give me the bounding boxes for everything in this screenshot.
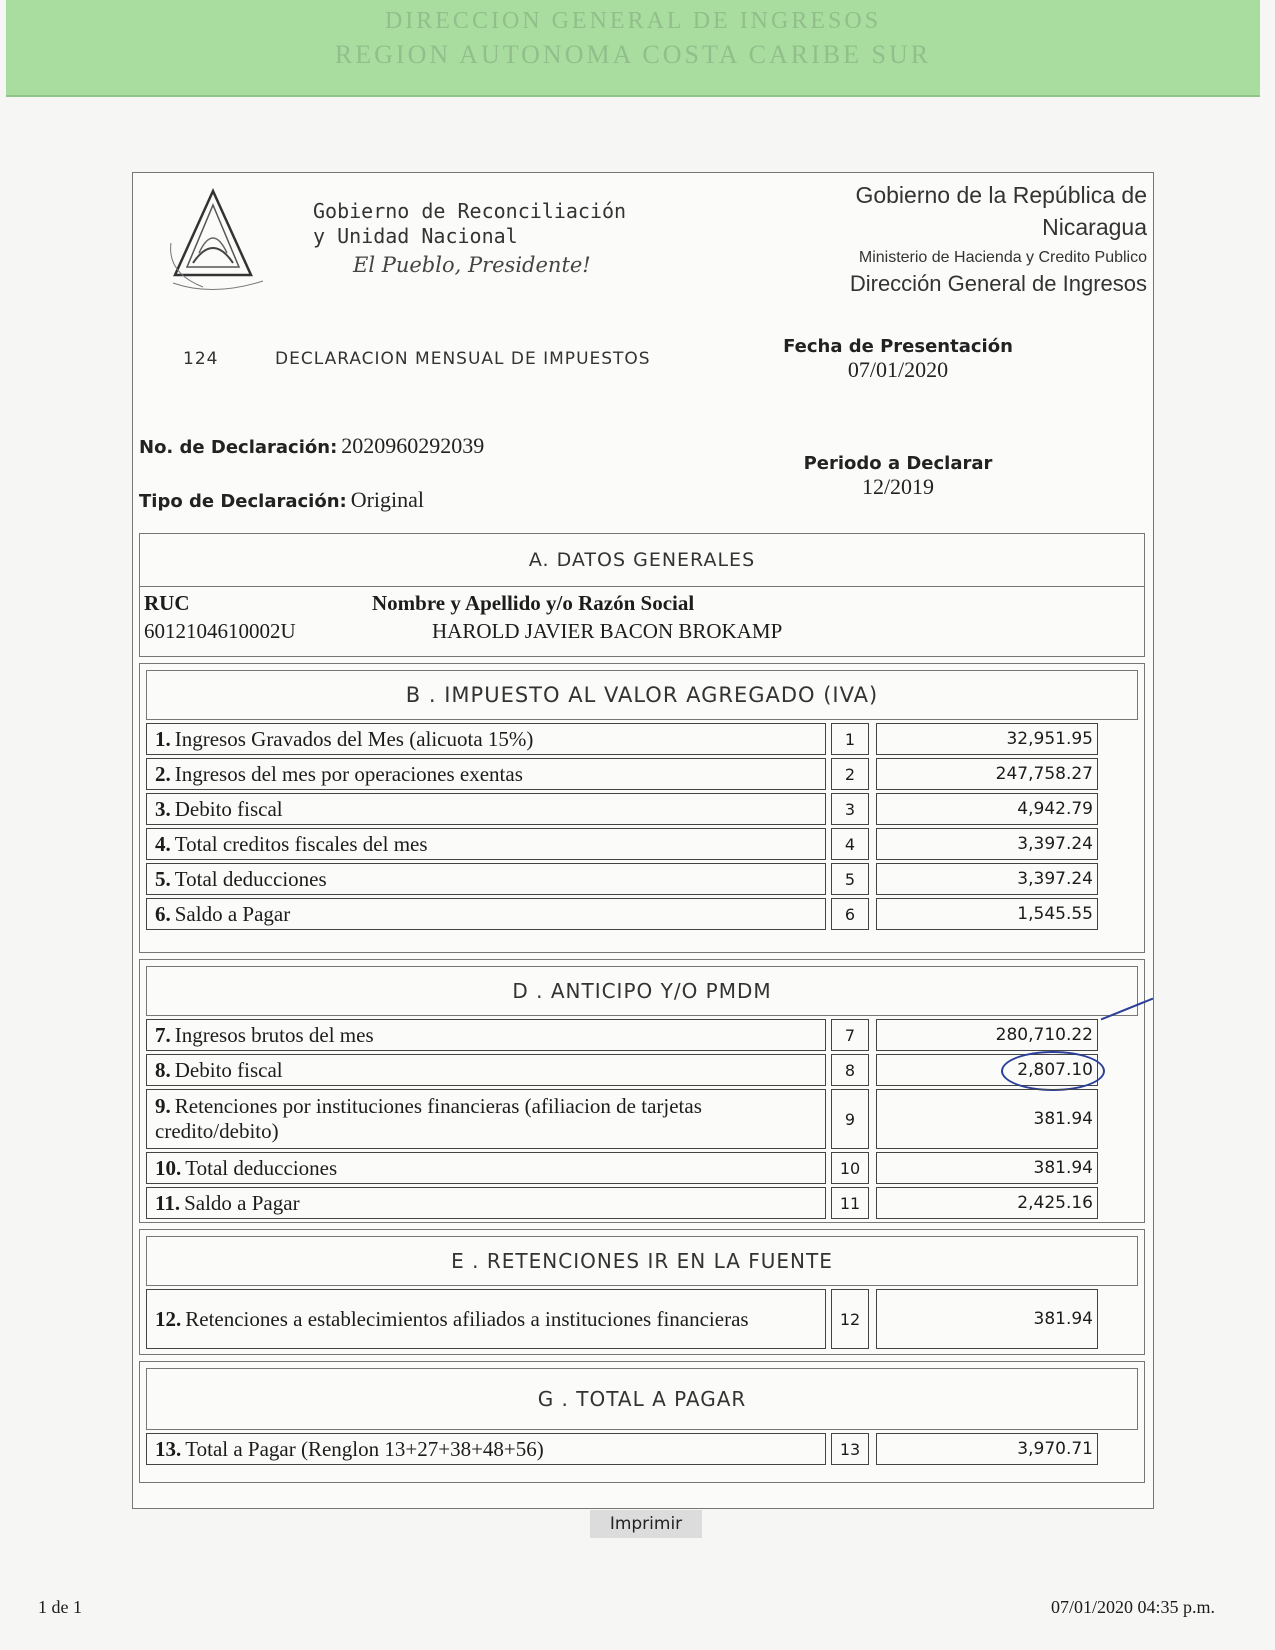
name-value: HAROLD JAVIER BACON BROKAMP [432,619,783,643]
ruc-value: 6012104610002U [144,619,296,643]
row-number: 10. [155,1155,182,1180]
row-code: 9 [831,1089,869,1149]
row-amount-text: 1,545.55 [1017,904,1093,924]
section-b-title: B . IMPUESTO AL VALOR AGREGADO (IVA) [146,670,1138,720]
name-label: Nombre y Apellido y/o Razón Social [372,591,695,615]
row-text: Ingresos del mes por operaciones exentas [174,761,523,786]
row-number: 12. [155,1306,182,1331]
table-row [146,1187,1138,1219]
declaration-type-label: Tipo de Declaración: [139,491,347,512]
section-g-rows [146,1433,1138,1465]
periodo-value: 12/2019 [861,474,935,499]
row-number: 7. [155,1022,171,1047]
ministry-name: Ministerio de Hacienda y Credito Publico [858,249,1147,266]
row-code: 6 [831,898,869,930]
direction-name: Dirección General de Ingresos [849,271,1147,296]
table-row [146,1433,1138,1465]
slogan: El Pueblo, Presidente! [353,253,591,277]
row-text: Total a Pagar (Renglon 13+27+38+48+56) [185,1436,544,1461]
table-row [146,793,1138,825]
periodo-declarar [778,453,1018,500]
declaration-number [139,433,484,459]
periodo-label: Periodo a Declarar [803,453,993,474]
row-description [146,793,826,825]
republic-title-line2: Nicaragua [1042,214,1147,240]
row-number: 13. [155,1436,182,1461]
section-g-inner [146,1368,1138,1476]
fecha-label: Fecha de Presentación [783,336,1013,357]
row-text: Total deducciones [174,866,327,891]
form-title: DECLARACION MENSUAL DE IMPUESTOS [275,349,651,369]
ruc-label: RUC [144,591,190,615]
handwritten-circle-mark [1001,1051,1105,1091]
page-count: 1 de 1 [38,1597,82,1617]
row-number: 4. [155,831,171,856]
table-row [146,863,1138,895]
section-e-title: E . RETENCIONES IR EN LA FUENTE [146,1236,1138,1286]
row-code: 12 [831,1289,869,1349]
row-amount [876,723,1098,755]
form-code: 124 [183,349,219,369]
row-code: 5 [831,863,869,895]
header-right [727,179,1147,297]
section-g-total [139,1361,1145,1483]
row-amount [876,1054,1098,1086]
declaration-number-value: 2020960292039 [341,433,485,458]
row-description [146,723,826,755]
row-amount [876,1187,1098,1219]
row-amount [876,828,1098,860]
row-number: 6. [155,901,171,926]
section-d-rows [146,1019,1138,1219]
row-code: 2 [831,758,869,790]
section-a-datos-generales [139,533,1145,657]
section-b-iva [139,663,1145,953]
row-description [146,1089,826,1149]
row-amount [876,1433,1098,1465]
row-amount [876,863,1098,895]
row-description [146,1152,826,1184]
row-description [146,863,826,895]
section-b-rows [146,723,1138,930]
declaration-number-label: No. de Declaración: [139,437,338,458]
row-text: Debito fiscal [174,1057,283,1082]
table-row [146,723,1138,755]
print-button[interactable]: Imprimir [590,1510,702,1538]
row-amount-text: 381.94 [1033,1158,1093,1178]
table-row [146,1289,1138,1349]
section-a-body [140,587,1144,653]
row-description [146,1187,826,1219]
fecha-presentacion [778,336,1018,383]
section-a-title: A. DATOS GENERALES [140,534,1144,587]
table-row [146,1152,1138,1184]
row-code: 3 [831,793,869,825]
row-text: Saldo a Pagar [184,1190,300,1215]
row-text: Total creditos fiscales del mes [174,831,428,856]
government-name-line2: y Unidad Nacional [313,224,518,248]
row-amount [876,1289,1098,1349]
national-emblem-icon [163,183,283,303]
row-description [146,1433,826,1465]
table-row [146,898,1138,930]
row-code: 1 [831,723,869,755]
row-description [146,898,826,930]
header-left [163,183,663,313]
row-number: 11. [155,1190,181,1215]
row-text: Ingresos brutos del mes [174,1022,374,1047]
row-amount-text: 381.94 [1033,1309,1093,1329]
section-g-title: G . TOTAL A PAGAR [146,1368,1138,1430]
row-amount-text: 4,942.79 [1017,799,1093,819]
section-d-anticipo [139,959,1145,1223]
row-description [146,1054,826,1086]
row-number: 8. [155,1057,171,1082]
table-row [146,828,1138,860]
row-code: 13 [831,1433,869,1465]
row-description [146,1289,826,1349]
row-amount [876,1019,1098,1051]
declaration-type [139,487,424,513]
government-name-line1: Gobierno de Reconciliación [313,199,627,223]
section-e-retenciones [139,1229,1145,1355]
row-amount-text: 2,807.10 [1017,1060,1093,1080]
row-code: 4 [831,828,869,860]
row-amount-text: 3,397.24 [1017,834,1093,854]
row-code: 8 [831,1054,869,1086]
table-row [146,1089,1138,1149]
row-amount [876,758,1098,790]
row-text: Retenciones a establecimientos afiliados a instituciones financieras [185,1306,749,1331]
row-amount [876,793,1098,825]
section-e-rows [146,1289,1138,1349]
row-amount-text: 2,425.16 [1017,1193,1093,1213]
bleed-through-text: DIRECCION GENERAL DE INGRESOS [384,8,882,34]
section-e-inner [146,1236,1138,1348]
row-description [146,758,826,790]
row-amount-text: 3,397.24 [1017,869,1093,889]
bleed-through-text: REGION AUTONOMA COSTA CARIBE SUR [334,40,932,69]
declaration-type-value: Original [350,487,425,512]
row-description [146,828,826,860]
row-text: Debito fiscal [174,796,283,821]
section-b-inner [146,670,1138,946]
row-amount [876,1152,1098,1184]
republic-title-line1: Gobierno de la República de [855,182,1147,208]
row-description [146,1019,826,1051]
row-amount-text: 3,970.71 [1017,1439,1093,1459]
green-paper-tab [6,0,1260,97]
print-timestamp: 07/01/2020 04:35 p.m. [1050,1597,1215,1617]
row-amount-text: 381.94 [1033,1109,1093,1129]
row-text: Saldo a Pagar [174,901,291,926]
row-number: 2. [155,761,171,786]
row-text: Ingresos Gravados del Mes (alicuota 15%) [174,726,534,751]
section-d-inner [146,966,1138,1216]
row-amount [876,898,1098,930]
row-code: 11 [831,1187,869,1219]
row-amount-text: 280,710.22 [995,1025,1093,1045]
table-row [146,1054,1138,1086]
row-text: Total deducciones [185,1155,338,1180]
row-number: 3. [155,796,171,821]
table-row [146,758,1138,790]
fecha-value: 07/01/2020 [847,357,949,382]
row-code: 10 [831,1152,869,1184]
row-number: 1. [155,726,171,751]
row-amount-text: 247,758.27 [995,764,1093,784]
row-code: 7 [831,1019,869,1051]
row-amount-text: 32,951.95 [1006,729,1093,749]
row-amount [876,1089,1098,1149]
table-row [146,1019,1138,1051]
section-d-title: D . ANTICIPO Y/O PMDM [146,966,1138,1016]
row-text: Retenciones por instituciones financieras (afiliacion de tarjetas credito/debito) [155,1094,702,1143]
row-number: 9. [155,1094,171,1118]
row-number: 5. [155,866,171,891]
government-name [313,199,626,249]
declaration-sheet [132,172,1154,1509]
